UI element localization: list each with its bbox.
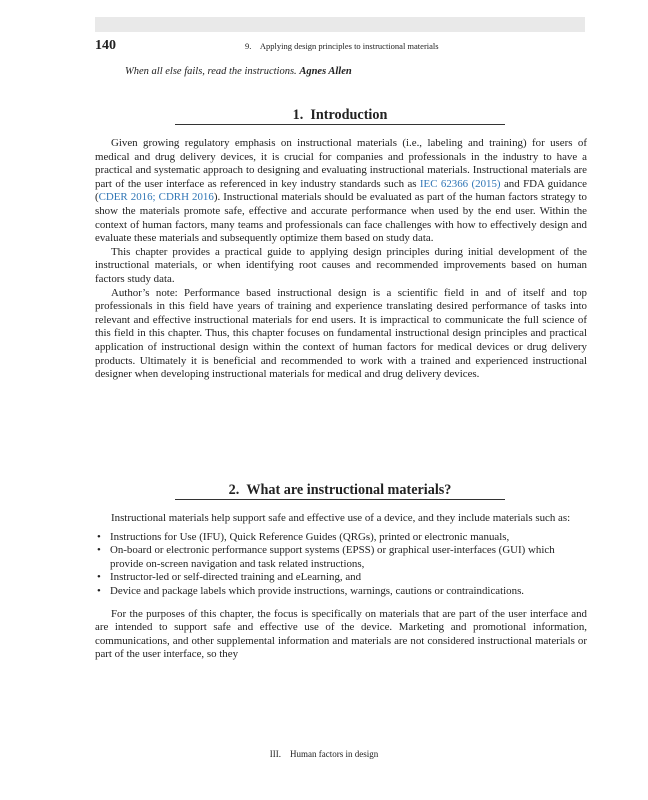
citation-link-iec[interactable]: IEC 62366 (2015) [419,177,501,190]
section-2-body [95,512,587,662]
epigraph [125,66,352,77]
page-number: 140 [95,38,116,53]
running-head: 9. Applying design principles to instructional materials [245,41,439,51]
section-1-heading [175,106,505,125]
section-1-body [95,137,587,382]
paragraph: Author’s note: Performance based instructional design is a scientific field in and of itself and top professionals in this field have years of training and experience translating desired performance of tasks into relevant and effective instructional materials for end users. It is impractical to communicate the full science of this field in this chapter. Thus, this chapter focuses on fundamental instructional design principles and practical application of instructional design within the context of human factors for medical devices or drug delivery products. Ultimately it is beneficial and recommended to work with a trained and experienced instructional designer when developing instructional materials for medical and drug delivery devices. [95,286,587,381]
section-2-heading [175,481,505,500]
list-item: • Instructions for Use (IFU), Quick Reference Guides (QRGs), printed or electronic manuals, [95,531,587,545]
bullet-list [95,531,587,599]
epigraph-author: Agnes Allen [299,66,352,77]
section-1-rule [175,124,505,125]
paragraph: For the purposes of this chapter, the focus is specifically on materials that are part of the user interface and are intended to support safe and effective use of the device. Marketing and promotional information, communications, and other supplemental information and materials are not considered instructional materials or part of the user interface, so they [95,607,587,661]
paragraph: This chapter provides a practical guide to applying design principles during initial development of the instructional materials, or when identifying root causes and recommended improvements based on human factors study data. [95,245,587,285]
list-item: • Instructor-led or self-directed training and eLearning, and [95,571,587,585]
paragraph: Instructional materials help support safe and effective use of a device, and they include materials such as: [111,512,571,524]
list-item: • Device and package labels which provide instructions, warnings, cautions or contraindications. [95,585,587,599]
citation-link-fda[interactable]: CDER 2016; CDRH 2016 [98,191,214,204]
page-header [95,38,585,54]
epigraph-quote: When all else fails, read the instructions. [125,66,297,77]
section-1-title: 1. Introduction [292,107,388,123]
paragraph: Given growing regulatory emphasis on instructional materials (i.e., labeling and training) for users of medical and drug delivery devices, it is crucial for companies and professionals in the industry to have a practical and systematic approach to designing and evaluating instructional materials. Instructional materials are part of the user interface as referenced in key industry standards such as IEC 62366 (2015) and FDA guidance (CDER 2016; CDRH 2016). Instructional materials should be evaluated as part of the human factors strategy to show the materials promote safe, effective and accurate performance when used by the end user. Within the context of human factors, many teams and professionals can face challenges with how to effectively design and evaluate these materials and subsequently optimize them based on study data. [95,137,587,245]
section-2-rule [175,499,505,500]
top-bar [95,17,585,32]
page-footer: III. Human factors in design [269,749,379,759]
section-2-title: 2. What are instructional materials? [228,482,452,498]
list-item: • On-board or electronic performance support systems (EPSS) or graphical user-interfaces (GUI) which provide on-screen navigation and task related instructions, [95,544,587,571]
